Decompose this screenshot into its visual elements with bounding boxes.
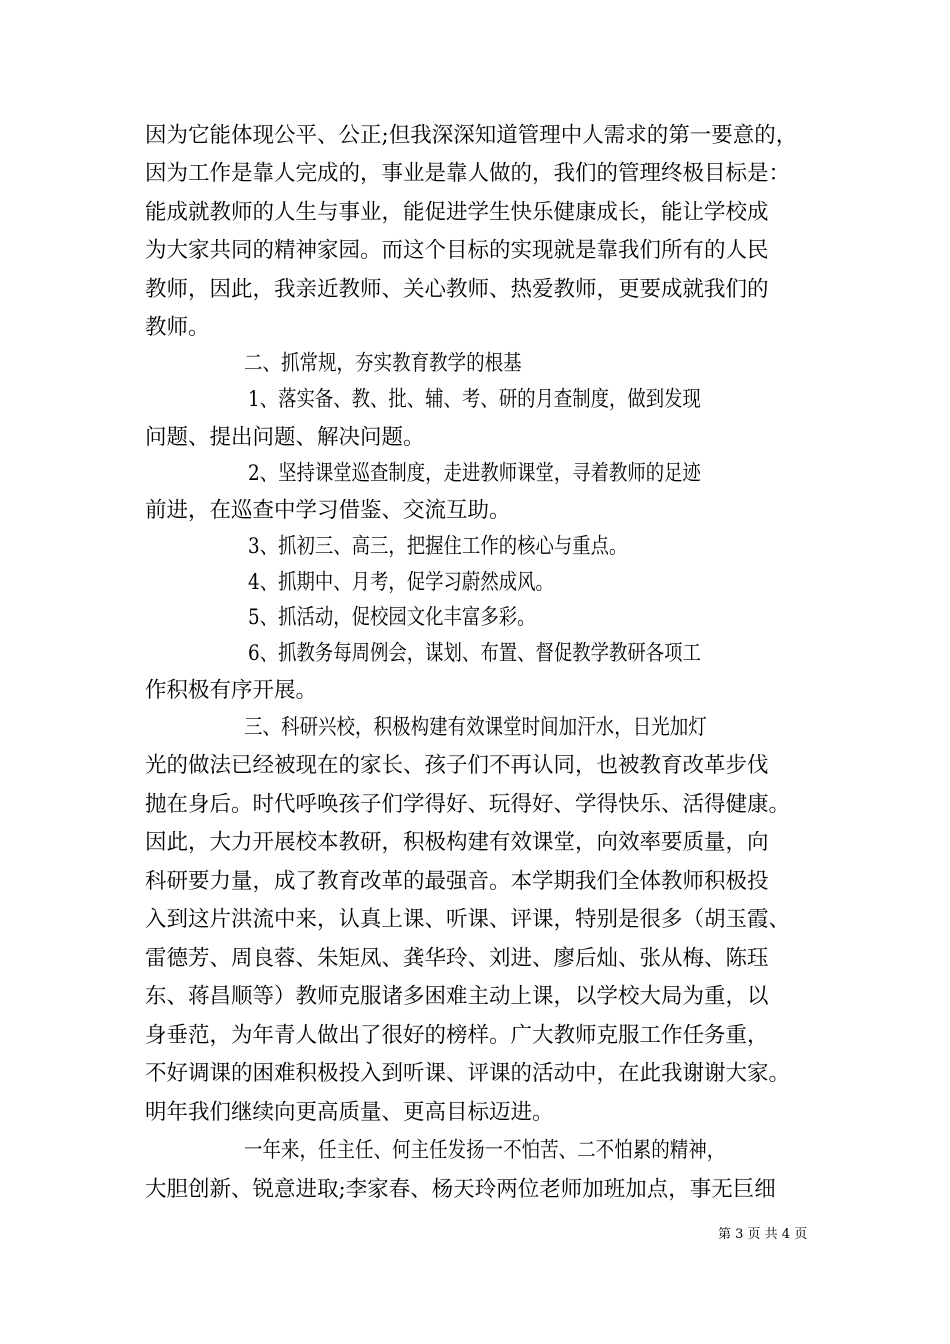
body-line: 东、蒋昌顺等）教师克服诸多困难主动上课，以学校大局为重，以	[145, 984, 769, 1009]
body-line: 教师，因此，我亲近教师、关心教师、热爱教师，更要成就我们的	[145, 277, 769, 302]
body-line: 因为它能体现公平、公正;但我深深知道管理中人需求的第一要意的，	[145, 123, 798, 148]
section-heading: 三、科研兴校，积极构建有效课堂时间加汗水，日光加灯	[244, 715, 707, 740]
body-line: 因为工作是靠人完成的，事业是靠人做的，我们的管理终极目标是：	[145, 161, 791, 186]
body-line: 作积极有序开展。	[145, 678, 318, 703]
body-line: 能成就教师的人生与事业，能促进学生快乐健康成长，能让学校成	[145, 200, 769, 225]
list-item: 6、抓教务每周例会，谋划、布置、督促教学教研各项工	[248, 641, 701, 666]
body-line: 前进，在巡查中学习借鉴、交流互助。	[145, 498, 511, 523]
body-line: 雷德芳、周良蓉、朱矩凤、龚华玲、刘进、廖后灿、张从梅、陈珏	[145, 946, 769, 971]
list-item: 5、抓活动，促校园文化丰富多彩。	[248, 605, 536, 630]
body-line: 不好调课的困难积极投入到听课、评课的活动中，在此我谢谢大家。	[145, 1061, 791, 1086]
body-line: 光的做法已经被现在的家长、孩子们不再认同，也被教育改革步伐	[145, 753, 769, 778]
list-item: 4、抓期中、月考，促学习蔚然成风。	[248, 570, 554, 595]
body-line: 教师。	[145, 315, 210, 340]
body-line: 明年我们继续向更高质量、更高目标迈进。	[145, 1100, 554, 1125]
section-heading: 二、抓常规，夯实教育教学的根基	[244, 351, 522, 376]
list-item: 1、落实备、教、批、辅、考、研的月查制度，做到发现	[248, 387, 701, 412]
paragraph-start: 一年来，任主任、何主任发扬一不怕苦、二不怕累的精神，	[244, 1138, 726, 1163]
body-line: 入到这片洪流中来，认真上课、听课、评课，特别是很多（胡玉霞、	[145, 907, 791, 932]
list-item: 3、抓初三、高三，把握住工作的核心与重点。	[248, 534, 628, 559]
body-line: 身垂范，为年青人做出了很好的榜样。广大教师克服工作任务重，	[145, 1023, 769, 1048]
body-line: 科研要力量，成了教育改革的最强音。本学期我们全体教师积极投	[145, 869, 769, 894]
body-line: 大胆创新、锐意进取;李家春、杨天玲两位老师加班加点，事无巨细	[145, 1177, 776, 1202]
body-line: 因此，大力开展校本教研，积极构建有效课堂，向效率要质量，向	[145, 830, 769, 855]
body-line: 为大家共同的精神家园。而这个目标的实现就是靠我们所有的人民	[145, 238, 769, 263]
list-item: 2、坚持课堂巡查制度，走进教师课堂，寻着教师的足迹	[248, 461, 701, 486]
body-line: 问题、提出问题、解决问题。	[145, 425, 425, 450]
body-line: 抛在身后。时代呼唤孩子们学得好、玩得好、学得快乐、活得健康。	[145, 792, 791, 817]
page-number: 第 3 页 共 4 页	[718, 1227, 808, 1242]
